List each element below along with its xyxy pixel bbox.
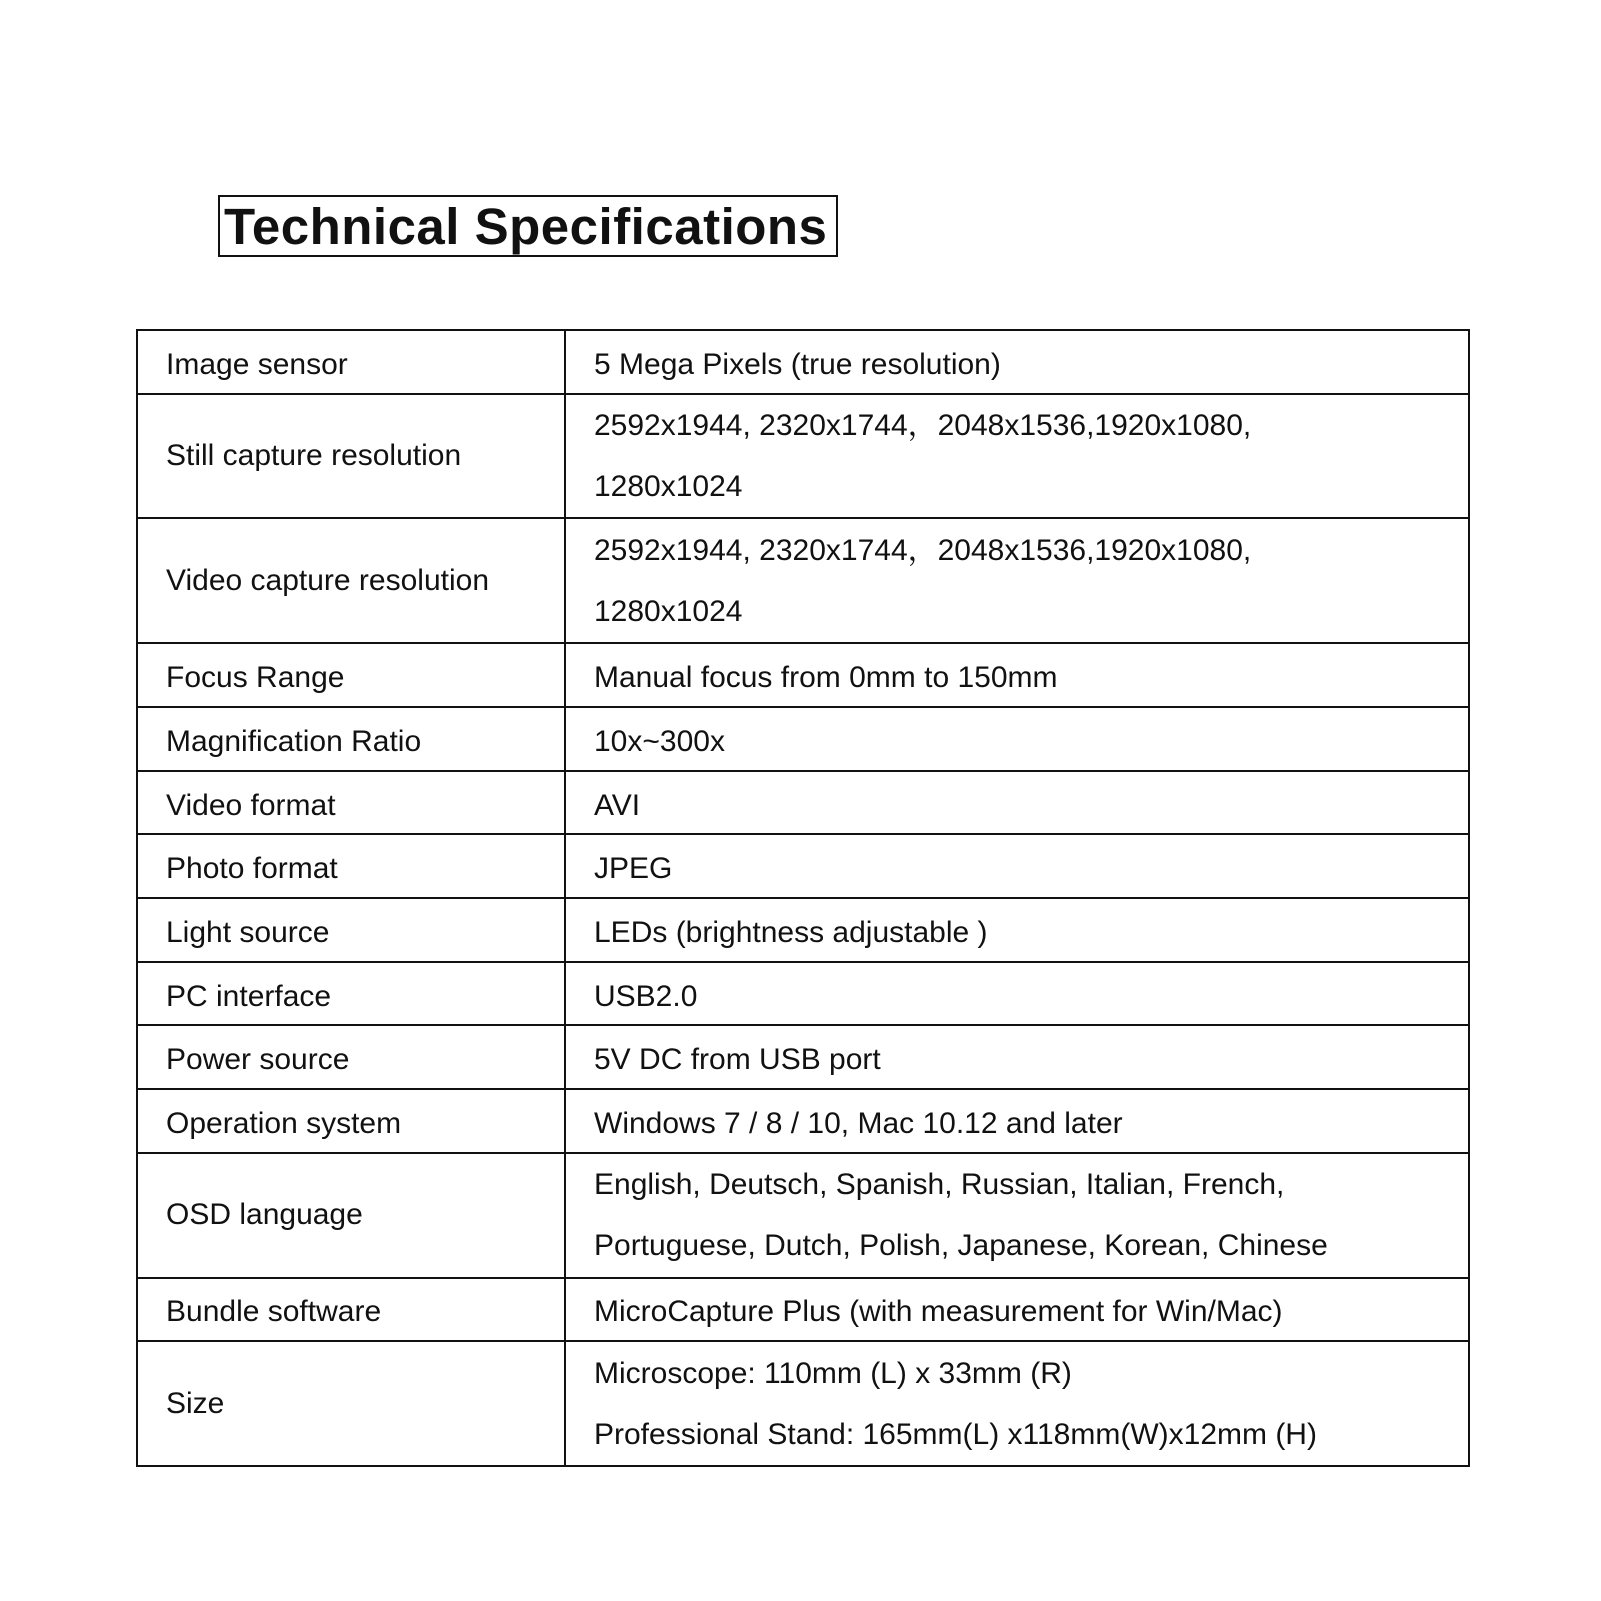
table-row — [137, 771, 1469, 835]
table-row — [137, 1341, 1469, 1466]
spec-label: OSD language — [137, 1153, 565, 1278]
spec-label: Focus Range — [137, 643, 565, 707]
spec-label: Bundle software — [137, 1278, 565, 1342]
spec-label: Magnification Ratio — [137, 707, 565, 771]
spec-label: Light source — [137, 898, 565, 962]
table-row — [137, 394, 1469, 519]
table-row — [137, 1089, 1469, 1153]
table-row — [137, 962, 1469, 1026]
table-row — [137, 643, 1469, 707]
table-row — [137, 1153, 1469, 1278]
spec-label: PC interface — [137, 962, 565, 1026]
table-row — [137, 898, 1469, 962]
table-row — [137, 834, 1469, 898]
spec-value: 10x~300x — [565, 707, 1469, 771]
spec-label: Photo format — [137, 834, 565, 898]
spec-label: Size — [137, 1341, 565, 1466]
spec-value: JPEG — [565, 834, 1469, 898]
table-row — [137, 330, 1469, 394]
spec-value: English, Deutsch, Spanish, Russian, Italian, French, Portuguese, Dutch, Polish, Japanese, Korean, Chinese — [565, 1153, 1469, 1278]
table-row — [137, 518, 1469, 643]
spec-label: Image sensor — [137, 330, 565, 394]
page-title: Technical Specifications — [218, 195, 838, 257]
spec-value: 5 Mega Pixels (true resolution) — [565, 330, 1469, 394]
specifications-table — [136, 329, 1470, 1467]
spec-label: Operation system — [137, 1089, 565, 1153]
spec-value: USB2.0 — [565, 962, 1469, 1026]
spec-label: Power source — [137, 1025, 565, 1089]
spec-label: Video format — [137, 771, 565, 835]
spec-value: MicroCapture Plus (with measurement for Win/Mac) — [565, 1278, 1469, 1342]
spec-value: AVI — [565, 771, 1469, 835]
table-row — [137, 1278, 1469, 1342]
spec-value: Manual focus from 0mm to 150mm — [565, 643, 1469, 707]
spec-value: 2592x1944, 2320x1744，2048x1536,1920x1080, 1280x1024 — [565, 518, 1469, 643]
spec-value: Windows 7 / 8 / 10, Mac 10.12 and later — [565, 1089, 1469, 1153]
spec-value: Microscope: 110mm (L) x 33mm (R) Professional Stand: 165mm(L) x118mm(W)x12mm (H) — [565, 1341, 1469, 1466]
spec-value: LEDs (brightness adjustable ) — [565, 898, 1469, 962]
spec-label: Still capture resolution — [137, 394, 565, 519]
spec-label: Video capture resolution — [137, 518, 565, 643]
spec-value: 5V DC from USB port — [565, 1025, 1469, 1089]
spec-value: 2592x1944, 2320x1744，2048x1536,1920x1080, 1280x1024 — [565, 394, 1469, 519]
table-row — [137, 707, 1469, 771]
table-row — [137, 1025, 1469, 1089]
